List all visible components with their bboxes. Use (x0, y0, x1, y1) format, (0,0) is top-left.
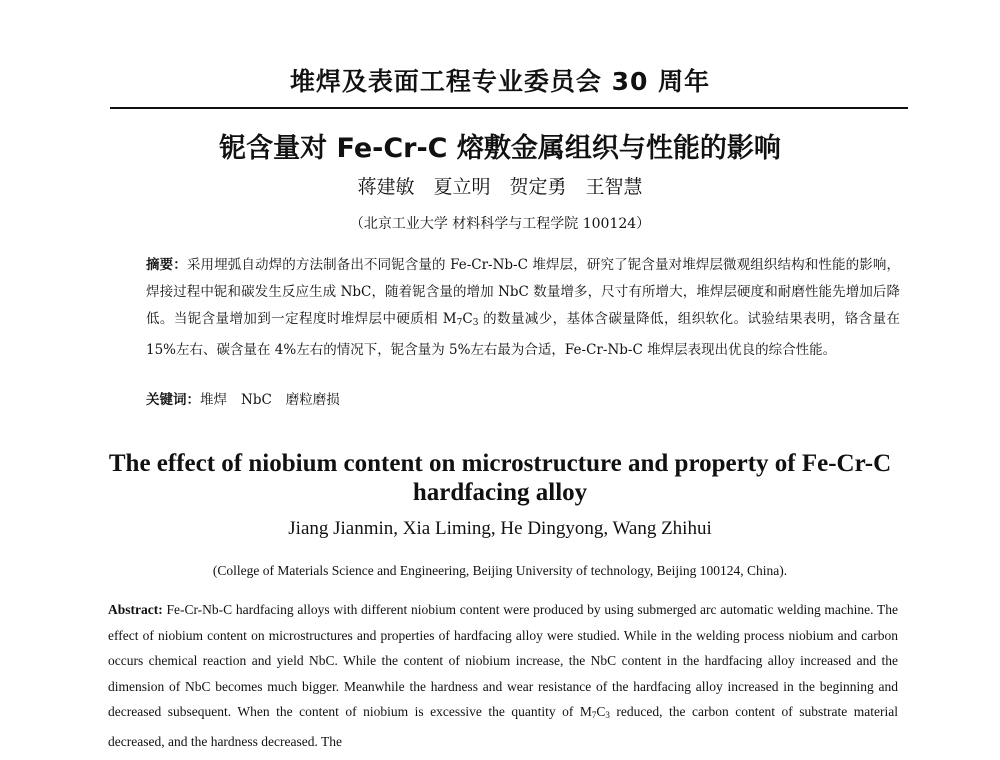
chinese-abstract (146, 252, 900, 364)
english-abstract-subscript-1: 7 (591, 710, 597, 720)
english-abstract-label: Abstract: (108, 602, 163, 617)
english-abstract-text-1: Fe-Cr-Nb-C hardfacing alloys with different niobium content were produced by using submerged arc automatic welding machine. The effect of niobium content on microstructures and properties of hardfacing alloy were studied. While in the welding process niobium and carbon occurs chemical reaction and yield NbC. While the content of niobium increase, the NbC content in the hardfacing alloy increased and the dimension of NbC becomes much bigger. Meanwhile the hardness and wear resistance of the hardfacing alloy increased in the beginning and decreased subsequent. When the content of niobium is excessive the quantity of M (108, 602, 898, 719)
keyword: NbC (241, 392, 272, 408)
english-affiliation: (College of Materials Science and Engineering, Beijing University of technology, Beijing 100124, China). (212, 563, 788, 578)
english-abstract-text-2: reduced, the carbon content of substrate material decreased, and the hardness decreased. The (108, 704, 898, 749)
chinese-abstract-label: 摘要： (146, 257, 187, 273)
chinese-abstract-text-1: 采用埋弧自动焊的方法制备出不同铌含量的 Fe-Cr-Nb-C 堆焊层，研究了铌含量对堆焊层微观组织结构和性能的影响，焊接过程中铌和碳发生反应生成 NbC，随着铌含量的增加 NbC 数量增多，尺寸有所增大，堆焊层硬度和耐磨性能先增加后降低。当铌含量增加到一定程度时堆焊层中硬质相 M (146, 257, 901, 327)
chinese-abstract-c: C (462, 311, 473, 327)
english-authors: Jiang Jianmin, Xia Liming, He Dingyong, Wang Zhihui (288, 518, 712, 539)
chinese-keywords-label: 关键词： (146, 392, 200, 408)
chinese-keywords (146, 389, 900, 411)
chinese-authors: 蒋建敏 夏立明 贺定勇 王智慧 (357, 176, 643, 198)
english-title: The effect of niobium content on microstructure and property of Fe-Cr-C hardfacing alloy (108, 450, 892, 506)
chinese-abstract-subscript-1: 7 (456, 318, 463, 328)
chinese-affiliation: （北京工业大学 材料科学与工程学院 100124） (349, 216, 651, 232)
keyword: 磨粒磨损 (285, 392, 340, 408)
english-abstract-subscript-2: 3 (605, 710, 610, 720)
chinese-abstract-text-2: 的数量减少，基体含碳量降低，组织软化。试验结果表明，铬含量在 15%左右、碳含量在 4%左右的情况下，铌含量为 5%左右最为合适，Fe-Cr-Nb-C 堆焊层表现出优良的综合性能。 (146, 311, 900, 358)
chinese-title: 铌含量对 Fe-Cr-C 熔敷金属组织与性能的影响 (219, 133, 781, 164)
english-abstract (108, 597, 898, 754)
chinese-abstract-subscript-2: 3 (472, 318, 479, 328)
keyword: 堆焊 (200, 392, 227, 408)
english-abstract-c: C (596, 704, 606, 719)
header-rule (110, 107, 908, 109)
journal-header-title: 堆焊及表面工程专业委员会 30 周年 (289, 67, 711, 96)
